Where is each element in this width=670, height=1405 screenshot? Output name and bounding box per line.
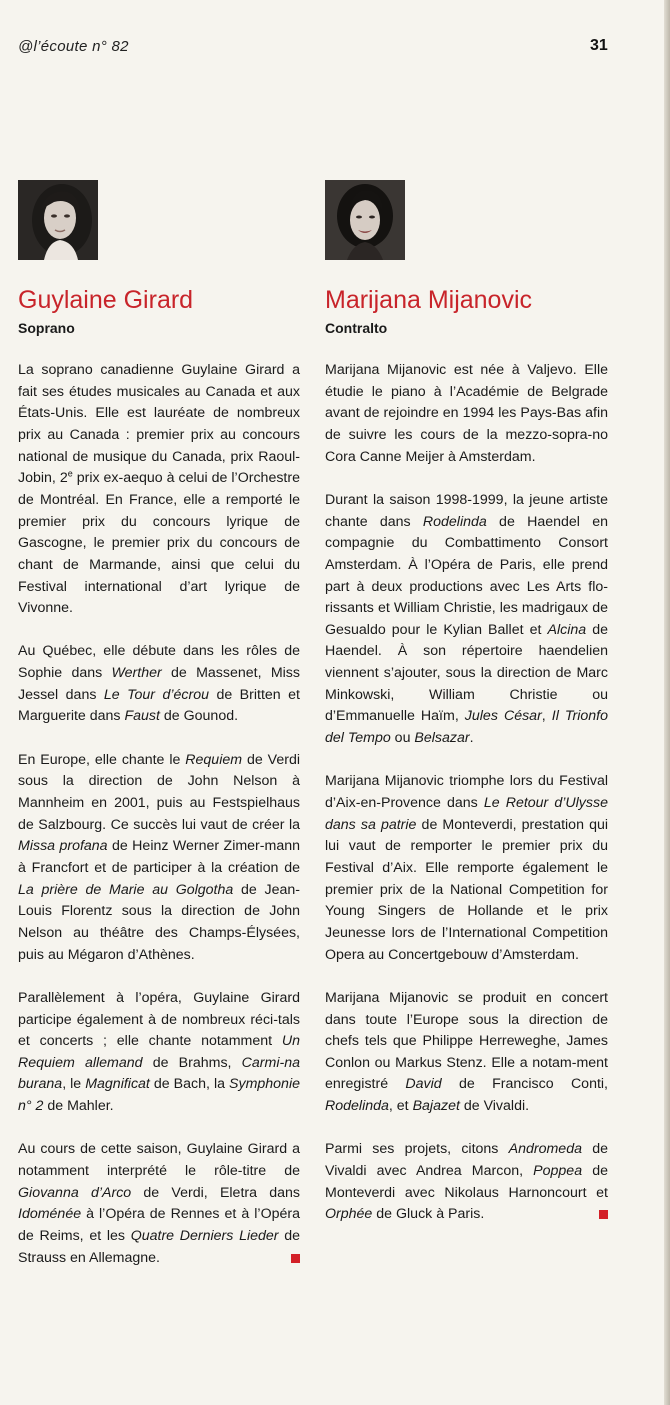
- work-title: Faust: [124, 708, 160, 725]
- work-title: Missa profana: [18, 838, 108, 855]
- work-title: Jules César: [464, 708, 542, 725]
- biography-paragraph: [325, 988, 608, 1118]
- biography-paragraph: [18, 1139, 300, 1269]
- biography-paragraph: [325, 1139, 608, 1226]
- text-run: de Haendel. À son répertoire haendelien viennent s’ajouter, sous la direction de Marc Minkowski, William Christie ou d’Emmanuelle Haïm,: [325, 621, 608, 725]
- text-run: Parallèlement à l’opéra, Guylaine Girard participe également à de nombreux réci-tals et concerts ; elle chante notamment: [18, 989, 300, 1050]
- work-title: Quatre Derniers Lieder: [130, 1228, 279, 1244]
- work-title: Un Requiem allemand: [18, 1033, 300, 1071]
- text-run: de Vivaldi.: [459, 1098, 530, 1115]
- biography-text: [18, 360, 300, 1269]
- end-of-article-mark: [599, 1210, 608, 1219]
- text-run: de Gluck à Paris.: [372, 1206, 485, 1223]
- text-run: Au Québec, elle débute dans les rôles de Sophie dans: [18, 643, 300, 682]
- text-run: de Jean-Louis Florentz sous la direction de John Nelson au théâtre des Champs-Élysées, puis au Mégaron d’Athènes.: [18, 881, 300, 963]
- text-run: Marijana Mijanovic est née à Valjevo. Elle étudie le piano à l’Académie de Belgrade avant de rejoindre en 1994 les Pays-Bas afin de suivre les cours de la mezzo-sopra-no Cora Canne Meijer à Amsterdam.: [325, 362, 608, 465]
- artist-column-left: [18, 180, 300, 1269]
- work-title: Symphonie n° 2: [18, 1076, 300, 1115]
- biography-text: [325, 360, 608, 1226]
- work-title: Werther: [111, 665, 162, 682]
- text-run: à l’Opéra de Rennes et à l’Opéra de Reims, et les: [18, 1206, 300, 1244]
- text-run: de Gounod.: [159, 708, 239, 725]
- text-run: de Francisco Conti,: [441, 1076, 609, 1093]
- work-title: La prière de Marie au Golgotha: [18, 881, 234, 898]
- work-title: Bajazet: [412, 1098, 460, 1115]
- artist-name: Guylaine Girard: [18, 286, 194, 314]
- biography-paragraph: [325, 490, 608, 750]
- text-run: e: [67, 468, 73, 479]
- page-edge: [664, 0, 670, 1405]
- work-title: Le Tour d’écrou: [103, 686, 209, 703]
- work-title: Il Trionfo del Tempo: [325, 708, 608, 747]
- text-run: Parmi ses projets, citons: [325, 1141, 509, 1158]
- work-title: Carmi-na burana: [18, 1054, 300, 1093]
- text-run: de Monteverdi, prestation qui lui vaut de remporter le premier prix du Festival d’Aix. Elle remporte également le premier prix de la National Competition for Young Singers de Hollande et le prix Jeunesse lors de l’International Competition Opera au Concertgebouw d’Amsterdam.: [325, 816, 608, 963]
- biography-paragraph: [325, 771, 608, 966]
- work-title: Belsazar: [414, 730, 470, 747]
- artist-portrait-photo: [18, 180, 98, 260]
- work-title: Rodelinda: [422, 513, 487, 530]
- text-run: de Haendel en compagnie du Combattimento Consort Amsterdam. À l’Opéra de Paris, elle prend part à deux productions avec Les Arts flo-rissants et William Christie, les madrigaux de Gesualdo pour le Kylian Ballet et: [325, 513, 608, 638]
- magazine-header: @l’écoute n° 82: [18, 38, 129, 55]
- text-run: Durant la saison 1998-1999, la jeune artiste chante dans: [325, 491, 608, 530]
- artist-column-right: [325, 180, 608, 1226]
- text-run: ou: [390, 730, 415, 747]
- text-run: .: [469, 730, 474, 747]
- text-run: Au cours de cette saison, Guylaine Girard a notamment interprété le rôle-titre de: [18, 1141, 300, 1180]
- end-of-article-mark: [291, 1254, 300, 1263]
- text-run: de Verdi, Eletra dans: [131, 1184, 301, 1201]
- work-title: Poppea: [533, 1163, 583, 1180]
- text-run: prix ex-aequo à celui de l’Orchestre de Montréal. En France, elle a remporté le premier prix du concours lyrique de Gascogne, le premier prix du concours de chant de Marmande, ainsi que celui du Festival international d’art lyrique de Vivonne.: [18, 470, 300, 617]
- text-run: de Brahms,: [142, 1054, 242, 1071]
- text-run: de Vivaldi avec Andrea Marcon,: [325, 1141, 608, 1180]
- text-run: En Europe, elle chante le: [18, 751, 186, 768]
- voice-type: Soprano: [18, 320, 75, 336]
- work-title: Rodelinda: [325, 1098, 389, 1115]
- artist-name: Marijana Mijanovic: [325, 286, 533, 314]
- work-title: David: [405, 1076, 442, 1093]
- biography-paragraph: [18, 750, 300, 967]
- text-run: Marijana Mijanovic triomphe lors du Festival d’Aix-en-Provence dans: [325, 773, 608, 811]
- artist-portrait-photo: [325, 180, 405, 260]
- voice-type: Contralto: [325, 320, 388, 336]
- page-number: 31: [590, 37, 608, 54]
- text-run: de Strauss en Allemagne.: [18, 1228, 300, 1266]
- work-title: Magnificat: [85, 1076, 150, 1093]
- biography-paragraph: [325, 360, 608, 468]
- text-run: , le: [62, 1076, 86, 1093]
- work-title: Idoménée: [18, 1206, 82, 1223]
- work-title: Requiem: [185, 751, 243, 768]
- work-title: Andromeda: [508, 1141, 582, 1158]
- text-run: de Monteverdi avec Nikolaus Harnoncourt et: [325, 1163, 608, 1201]
- work-title: Orphée: [325, 1206, 373, 1223]
- text-run: de Heinz Werner Zimer-mann à Francfort et de participer à la création de: [18, 838, 300, 876]
- work-title: Giovanna d’Arco: [18, 1184, 132, 1201]
- text-run: de Verdi sous la direction de John Nelson à Mannheim en 2001, puis au Festspielhaus de Salzbourg. Ce succès lui vaut de créer la: [18, 751, 300, 833]
- biography-paragraph: [18, 360, 300, 620]
- text-run: , et: [388, 1098, 413, 1115]
- biography-paragraph: [18, 988, 300, 1118]
- biography-paragraph: [18, 641, 300, 728]
- work-title: Le Retour d’Ulysse dans sa patrie: [325, 795, 608, 833]
- text-run: de Massenet, Miss Jessel dans: [18, 665, 300, 703]
- text-run: de Mahler.: [43, 1098, 114, 1115]
- work-title: Alcina: [547, 621, 587, 638]
- text-run: Marijana Mijanovic se produit en concert dans toute l’Europe sous la direction de chefs tels que Philippe Herreweghe, James Conlon ou Markus Stenz. Elle a notam-ment enregistré: [325, 989, 608, 1093]
- text-run: La soprano canadienne Guylaine Girard a fait ses études musicales au Canada et aux États-Unis. Elle est lauréate de nombreux prix au Canada : premier prix au concours national de musique du Canada, prix Raoul-Jobin, 2: [18, 362, 300, 487]
- text-run: de Britten et Marguerite dans: [18, 686, 300, 725]
- text-run: de Bach, la: [149, 1076, 230, 1093]
- text-run: ,: [541, 708, 552, 725]
